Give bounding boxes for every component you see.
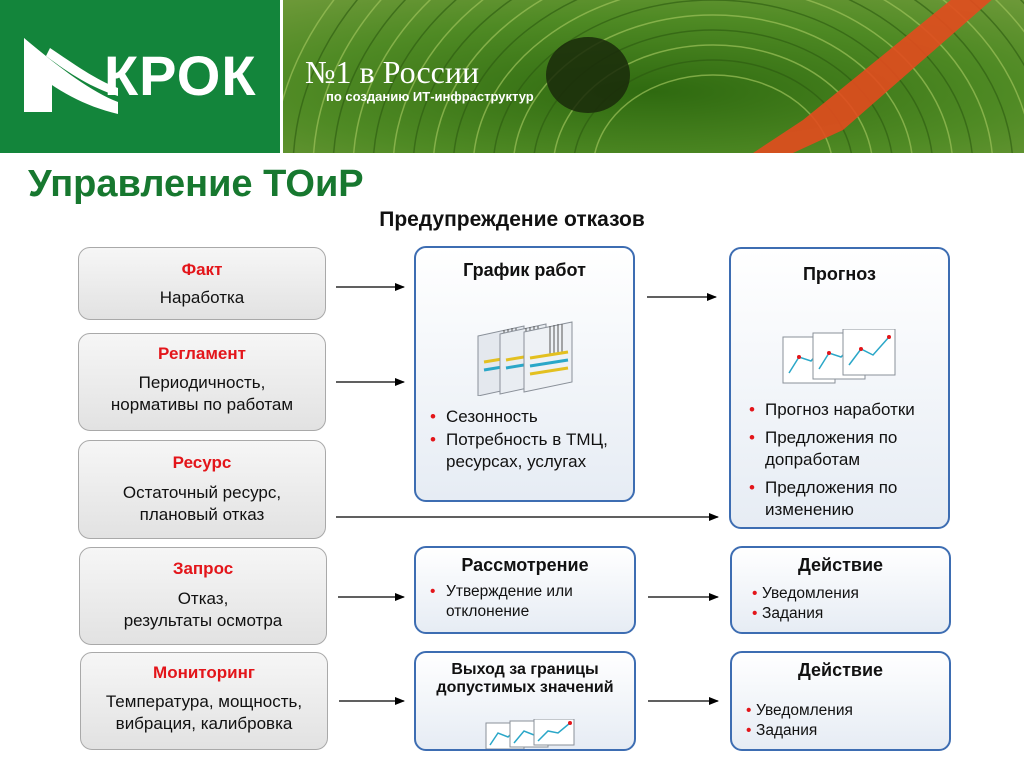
source-line: Остаточный ресурс, bbox=[122, 483, 282, 502]
source-line: нормативы по работам bbox=[110, 394, 294, 414]
action-bullet: • Задания bbox=[746, 604, 941, 624]
source-heading: Ресурс bbox=[172, 453, 232, 472]
page-title: Управление ТОиР bbox=[28, 163, 364, 205]
source-line: плановый отказ bbox=[139, 504, 265, 524]
forecast-bullet: • Прогноз наработки bbox=[743, 399, 948, 421]
source-heading: Факт bbox=[181, 260, 223, 279]
limits-heading: Выход за границы допустимых значений bbox=[436, 661, 614, 697]
action-heading: Действие bbox=[797, 660, 884, 680]
schedule-bullet: • Потребность в ТМЦ, ресурсах, услугах bbox=[424, 429, 629, 473]
tagline-sub: по созданию ИТ-инфраструктур bbox=[326, 89, 534, 104]
action-bullet: • Уведомления bbox=[740, 701, 941, 721]
forecast-bullet: • Предложения по изменению bbox=[743, 477, 948, 521]
logo-text: КРОК bbox=[104, 44, 257, 107]
forecast-heading: Прогноз bbox=[802, 264, 876, 284]
source-line: Отказ, bbox=[177, 589, 229, 608]
review-heading: Рассмотрение bbox=[461, 555, 589, 575]
schedule-heading: График работ bbox=[463, 260, 586, 280]
source-line: вибрация, калибровка bbox=[115, 713, 293, 733]
source-line: Температура, мощность, bbox=[105, 692, 303, 711]
source-heading: Запрос bbox=[172, 559, 234, 578]
diagram-subtitle: Предупреждение отказов bbox=[379, 208, 645, 231]
schedule-bullet: • Сезонность bbox=[424, 406, 629, 428]
source-heading: Мониторинг bbox=[153, 663, 255, 682]
tagline-main: №1 в России bbox=[305, 54, 480, 90]
forecast-bullet: • Предложения по допработам bbox=[743, 427, 948, 471]
action-bullet: • Задания bbox=[740, 721, 941, 741]
source-line: результаты осмотра bbox=[123, 610, 283, 630]
source-heading: Регламент bbox=[158, 344, 246, 363]
source-line: Периодичность, bbox=[138, 373, 266, 392]
source-line: Наработка bbox=[159, 288, 245, 307]
review-bullet: • Утверждение или отклонение bbox=[424, 582, 626, 622]
action-bullet: • Уведомления bbox=[746, 584, 941, 604]
action-heading: Действие bbox=[797, 555, 884, 575]
